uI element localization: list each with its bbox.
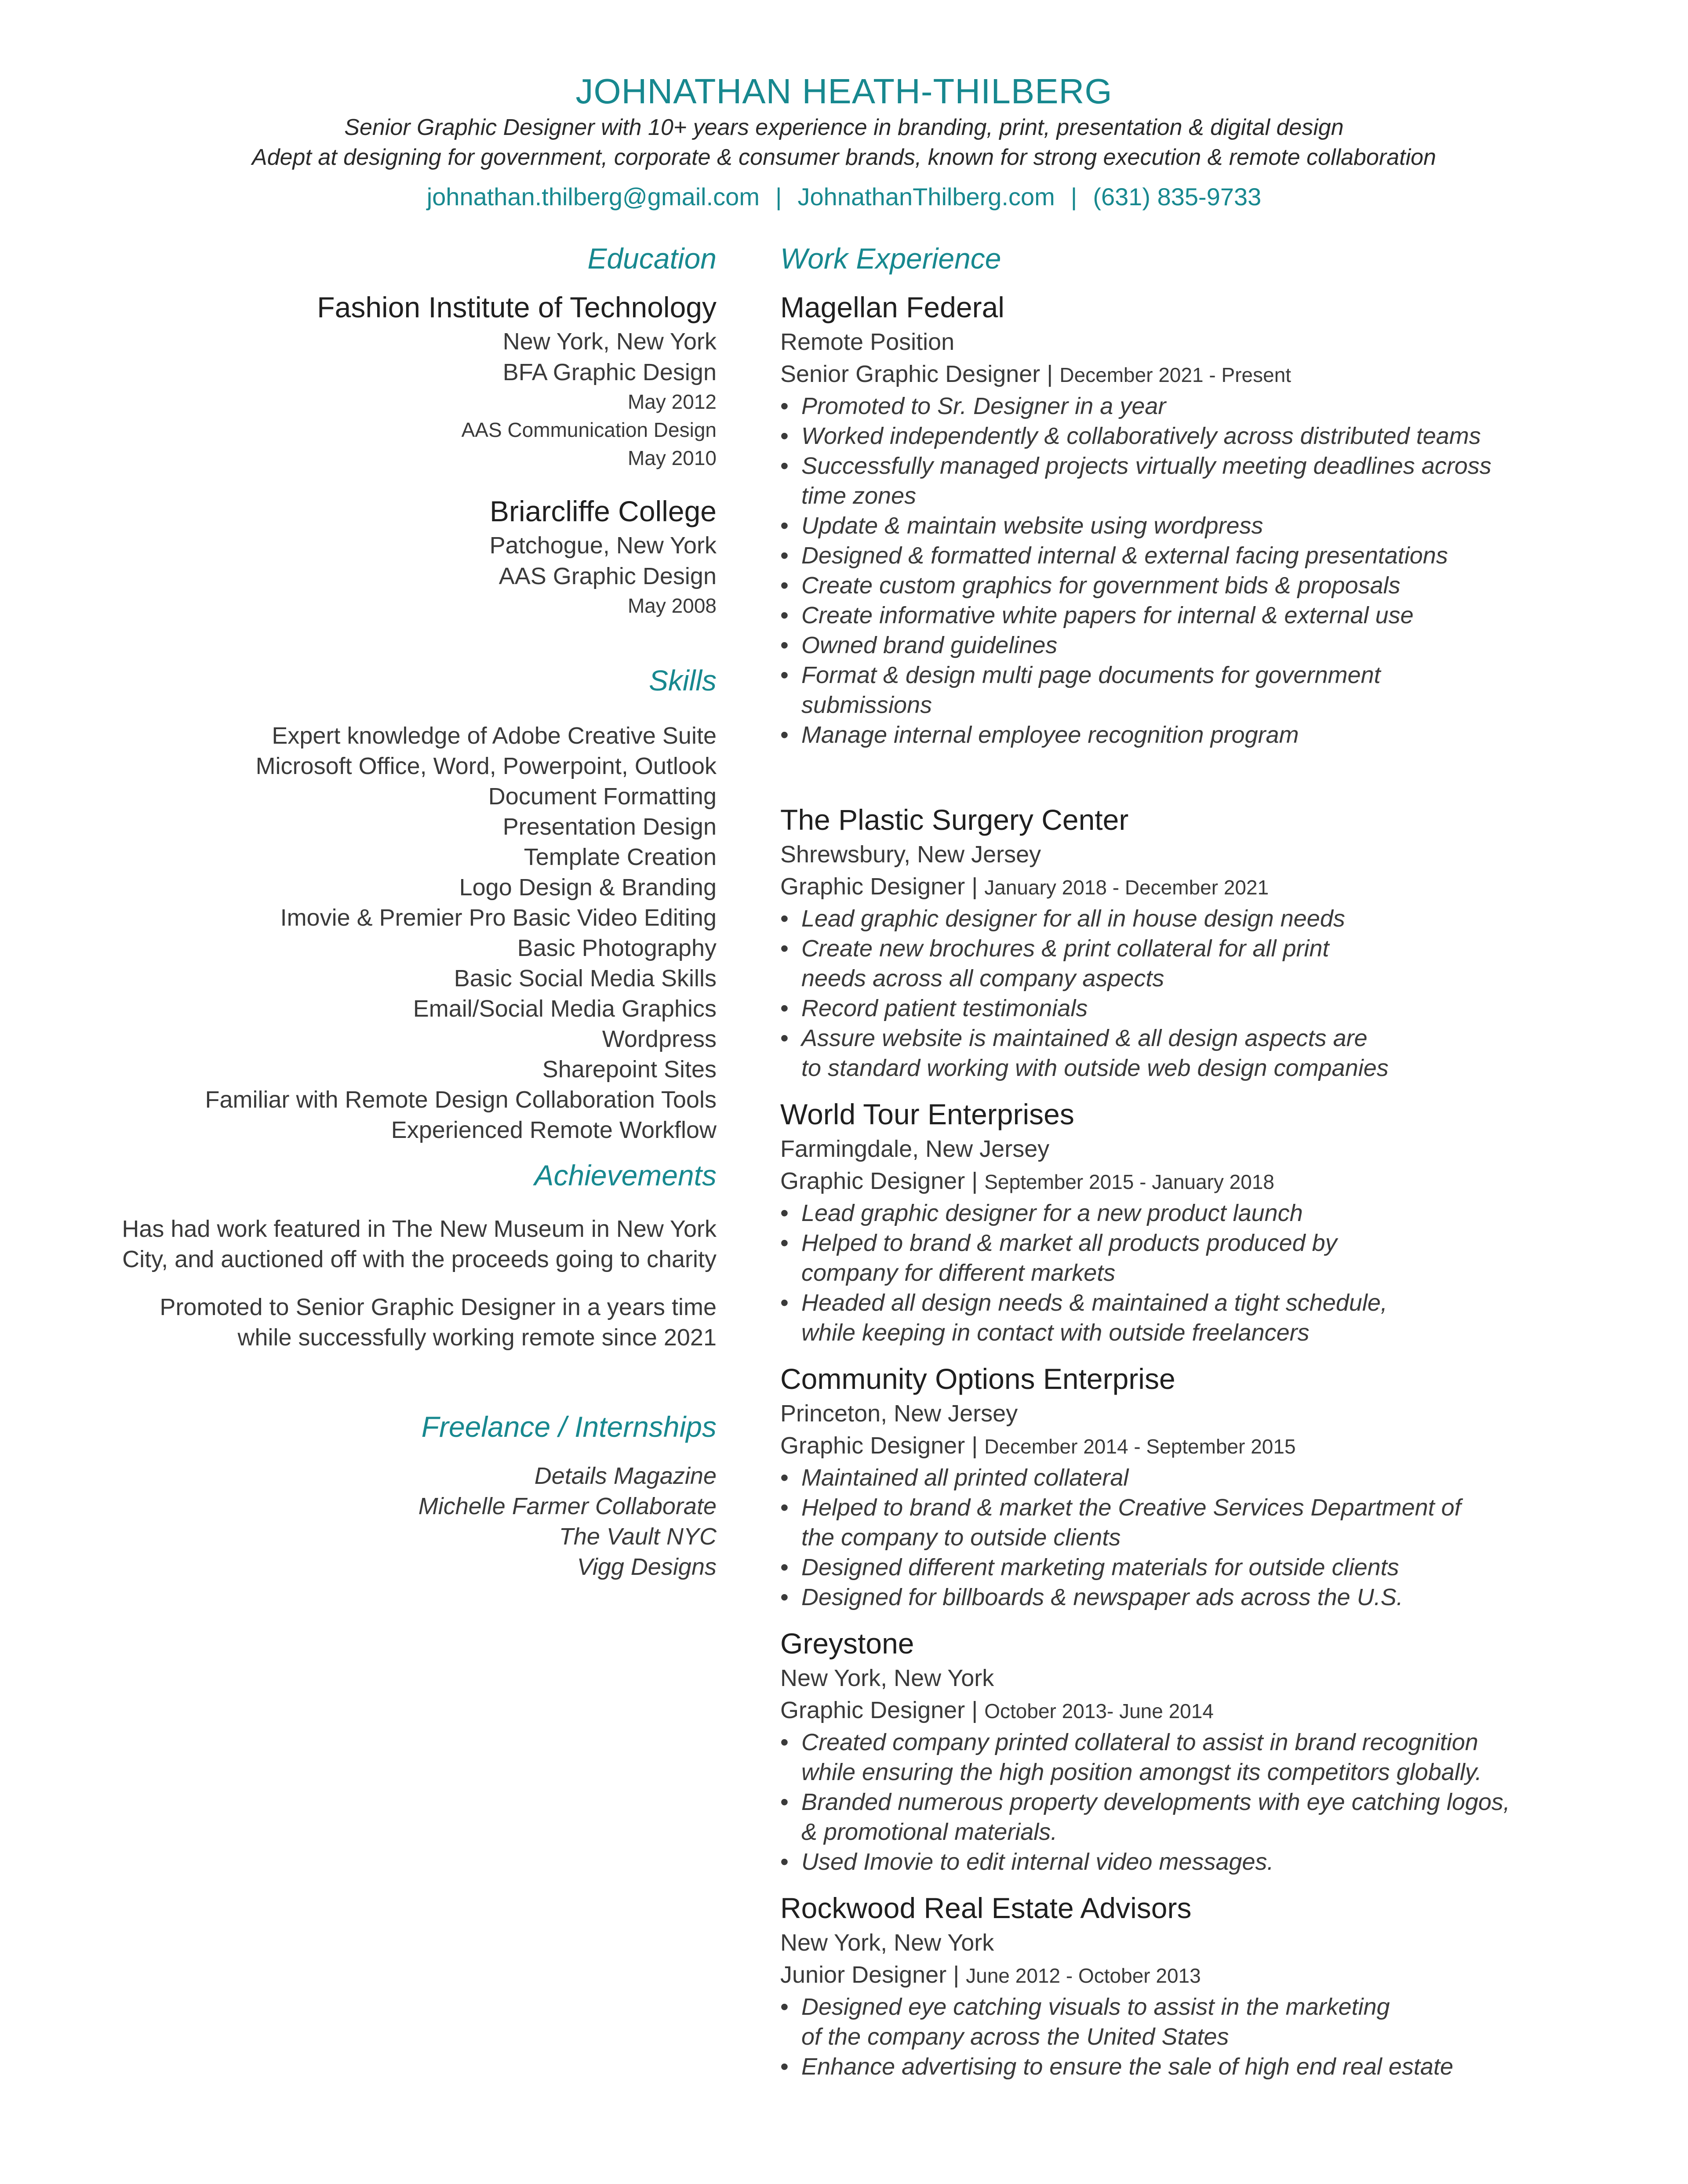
job-role: Senior Graphic Designer | December 2021 - Present (780, 361, 1291, 387)
school-entry (66, 492, 717, 620)
email-link[interactable]: johnathan.thilberg@gmail.com (426, 183, 760, 211)
job-bullet: • Update & maintain website using wordpress (780, 512, 1263, 539)
skill-item: Experienced Remote Workflow (391, 1117, 717, 1143)
job-bullet: • Format & design multi page documents for government submissions (780, 662, 1381, 718)
degree-date: May 2010 (627, 447, 717, 469)
job-bullet: • Designed eye catching visuals to assist in the marketing of the company across the United States (780, 1994, 1390, 2050)
job-bullet: • Successfully managed projects virtually meeting deadlines across time zones (780, 453, 1492, 509)
company-name: Magellan Federal (780, 291, 1004, 323)
job-entry (780, 288, 1637, 750)
job-location: Farmingdale, New Jersey (780, 1136, 1050, 1162)
skill-item: Wordpress (602, 1026, 717, 1052)
freelance-list (66, 1461, 717, 1582)
job-bullet: • Manage internal employee recognition program (780, 722, 1299, 748)
resume-header (0, 70, 1688, 214)
role-dates: January 2018 - December 2021 (984, 876, 1269, 899)
achievement-line: while successfully working remote since 2021 (237, 1324, 717, 1351)
job-bullet: • Designed & formatted internal & external facing presentations (780, 542, 1448, 569)
achievement-line: City, and auctioned off with the proceeds going to charity (122, 1246, 717, 1272)
skill-item: Template Creation (524, 844, 717, 870)
company-name: The Plastic Surgery Center (780, 803, 1129, 836)
degree: BFA Graphic Design (502, 359, 717, 385)
role-title: Graphic Designer (780, 1168, 965, 1194)
freelance-heading: Freelance / Internships (421, 1410, 717, 1443)
role-dates: December 2014 - September 2015 (984, 1435, 1296, 1458)
school-name: Fashion Institute of Technology (317, 291, 717, 323)
job-bullet: • Assure website is maintained & all design aspects are to standard working with outside web design companies (780, 1025, 1389, 1081)
right-column (780, 237, 1637, 2082)
job-bullet: • Headed all design needs & maintained a tight schedule, while keeping in contact with outside freelancers (780, 1290, 1387, 1346)
left-column (66, 237, 717, 1582)
job-bullet: • Create new brochures & print collateral for all print needs across all company aspects (780, 935, 1329, 992)
job-location: New York, New York (780, 1665, 994, 1691)
job-entry (780, 1624, 1637, 1877)
degree-date: May 2012 (627, 390, 717, 413)
role-dates: June 2012 - October 2013 (966, 1964, 1201, 1987)
freelance-item: Vigg Designs (577, 1554, 717, 1580)
role-dates: October 2013- June 2014 (984, 1700, 1214, 1722)
achievements-heading: Achievements (534, 1159, 717, 1192)
school-location: New York, New York (502, 328, 717, 355)
skill-item: Document Formatting (488, 783, 717, 810)
tagline-line-2: Adept at designing for government, corporate & consumer brands, known for strong execution & remote collaboration (252, 145, 1436, 170)
phone-number: (631) 835-9733 (1093, 183, 1262, 211)
skill-item: Logo Design & Branding (459, 874, 717, 901)
achievement-line: Has had work featured in The New Museum in New York (122, 1216, 717, 1242)
freelance-item: Michelle Farmer Collaborate (418, 1493, 717, 1519)
role-title: Senior Graphic Designer (780, 361, 1040, 387)
skill-item: Email/Social Media Graphics (413, 996, 717, 1022)
job-role: Graphic Designer | December 2014 - September 2015 (780, 1432, 1296, 1459)
job-bullet: • Create custom graphics for government bids & proposals (780, 572, 1401, 599)
job-bullet: • Created company printed collateral to assist in brand recognition while ensuring the high position amongst its competitors globally. (780, 1729, 1482, 1785)
job-entry (780, 1095, 1637, 1348)
job-bullet: • Designed different marketing materials for outside clients (780, 1554, 1399, 1581)
school-name: Briarcliffe College (489, 495, 717, 527)
job-location: Shrewsbury, New Jersey (780, 841, 1041, 868)
job-role: Junior Designer | June 2012 - October 2013 (780, 1962, 1201, 1988)
skill-item: Microsoft Office, Word, Powerpoint, Outlook (255, 753, 717, 779)
school-entry (66, 288, 717, 472)
job-bullet: • Designed for billboards & newspaper ads across the U.S. (780, 1584, 1403, 1610)
company-name: Community Options Enterprise (780, 1363, 1175, 1395)
company-name: Greystone (780, 1627, 914, 1660)
skill-item: Basic Social Media Skills (454, 965, 717, 992)
role-dates: December 2021 - Present (1059, 363, 1291, 386)
job-bullet: • Lead graphic designer for all in house design needs (780, 905, 1345, 932)
job-location: Princeton, New Jersey (780, 1400, 1018, 1427)
skill-item: Basic Photography (517, 935, 717, 961)
role-title: Graphic Designer (780, 873, 965, 900)
job-bullet: • Owned brand guidelines (780, 632, 1058, 658)
contact-separator: | (1070, 183, 1077, 211)
job-bullet: • Maintained all printed collateral (780, 1464, 1129, 1491)
job-role: Graphic Designer | September 2015 - January 2018 (780, 1168, 1275, 1194)
degree: AAS Graphic Design (498, 563, 717, 589)
degree-date: May 2008 (627, 594, 717, 617)
skill-item: Imovie & Premier Pro Basic Video Editing (280, 905, 717, 931)
job-bullet: • Record patient testimonials (780, 995, 1088, 1021)
job-bullet: • Used Imovie to edit internal video messages. (780, 1849, 1274, 1875)
degree: AAS Communication Design (461, 418, 717, 441)
job-entry (780, 1360, 1637, 1612)
skill-item: Sharepoint Sites (542, 1056, 717, 1083)
contact-separator: | (775, 183, 782, 211)
job-bullet: • Create informative white papers for internal & external use (780, 602, 1414, 629)
job-entry (780, 1889, 1637, 2082)
job-bullet: • Worked independently & collaboratively across distributed teams (780, 423, 1481, 449)
education-heading: Education (587, 242, 717, 275)
company-name: Rockwood Real Estate Advisors (780, 1892, 1192, 1924)
role-title: Graphic Designer (780, 1432, 965, 1459)
work-experience-heading: Work Experience (780, 242, 1001, 275)
school-location: Patchogue, New York (489, 532, 717, 559)
job-role: Graphic Designer | January 2018 - December 2021 (780, 873, 1269, 900)
freelance-item: The Vault NYC (559, 1523, 717, 1550)
job-bullet: • Enhance advertising to ensure the sale of high end real estate (780, 2053, 1453, 2080)
job-role: Graphic Designer | October 2013- June 2014 (780, 1697, 1214, 1723)
achievement-item (66, 1292, 717, 1353)
company-name: World Tour Enterprises (780, 1098, 1074, 1130)
job-location: New York, New York (780, 1930, 994, 1956)
skill-item: Expert knowledge of Adobe Creative Suite (272, 723, 717, 749)
contact-line (0, 180, 1688, 214)
role-title: Junior Designer (780, 1962, 947, 1988)
role-title: Graphic Designer (780, 1697, 965, 1723)
job-bullet: • Branded numerous property developments with eye catching logos, & promotional materials. (780, 1789, 1510, 1845)
job-location: Remote Position (780, 329, 955, 355)
skills-heading: Skills (648, 664, 717, 697)
website-link[interactable]: JohnathanThilberg.com (797, 183, 1055, 211)
achievement-item (66, 1214, 717, 1275)
job-bullet: • Helped to brand & market the Creative Services Department of the company to outside clients (780, 1494, 1461, 1551)
tagline-line-1: Senior Graphic Designer with 10+ years experience in branding, print, presentation & digital design (344, 115, 1344, 140)
skill-item: Presentation Design (502, 814, 717, 840)
role-dates: September 2015 - January 2018 (984, 1170, 1275, 1193)
job-bullet: • Lead graphic designer for a new product launch (780, 1200, 1303, 1226)
job-entry (780, 801, 1637, 1083)
job-bullet: • Promoted to Sr. Designer in a year (780, 393, 1166, 419)
skills-list (66, 721, 717, 1145)
freelance-item: Details Magazine (534, 1463, 717, 1489)
achievement-line: Promoted to Senior Graphic Designer in a years time (160, 1294, 717, 1320)
candidate-name: JOHNATHAN HEATH-THILBERG (575, 72, 1113, 111)
job-bullet: • Helped to brand & market all products produced by company for different markets (780, 1230, 1337, 1286)
skill-item: Familiar with Remote Design Collaboration Tools (205, 1087, 717, 1113)
